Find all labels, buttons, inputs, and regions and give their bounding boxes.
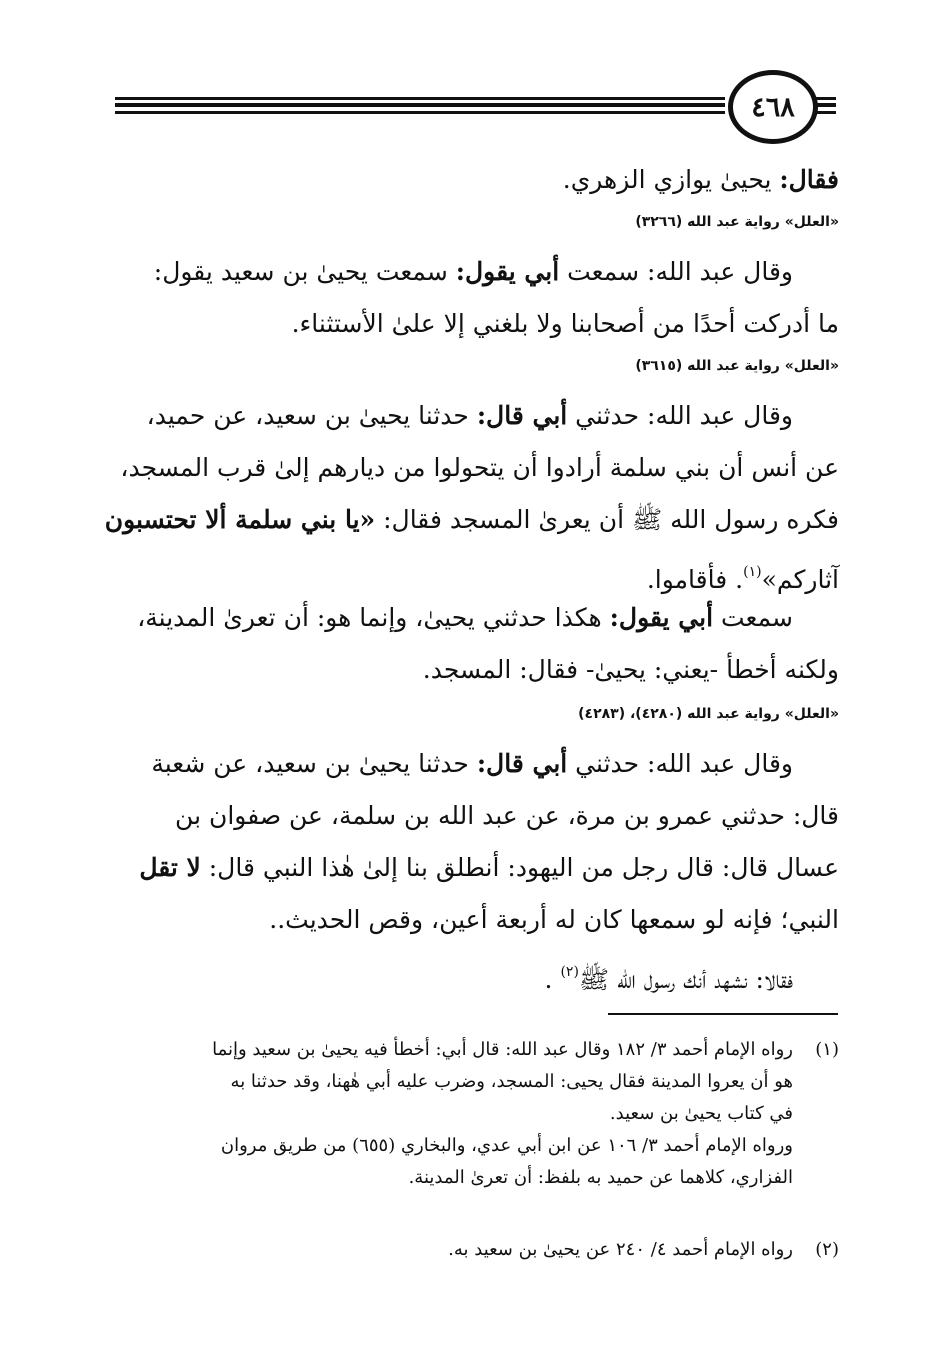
footnote-ref[interactable]: (١) [743, 564, 762, 580]
page-number: ٤٦٨ [728, 70, 818, 144]
header-rule [816, 111, 836, 114]
source-citation: «العلل» رواية عبد الله (٣٢٦٦) [635, 214, 839, 230]
header-rule [115, 97, 725, 100]
paragraph: سمعت أبي يقول: هكذا حدثني يحيىٰ، وإنما هو: أن تعرىٰ المدينة، ولكنه أخطأ -يعني: يحيىٰ- فقال: المسجد. [137, 603, 839, 684]
source-citation: «العلل» رواية عبد الله (٤٢٨٠)، (٤٢٨٣) [578, 706, 839, 722]
paragraph: فقال: يحيىٰ يوازي الزهري. [562, 165, 839, 194]
header-rule [115, 103, 725, 107]
header-rule [816, 97, 836, 100]
paragraph: وقال عبد الله: حدثني أبي قال: حدثنا يحيىٰ بن سعيد، عن حميد، عن أنس أن بني سلمة أرادوا أن يتحولوا من ديارهم إلىٰ قرب المسجد، فكره رسول الله ﷺ أن يعرىٰ المسجد فقال: «يا بني سلمة ألا تحتسبون آثاركم»$^{(١)}$. فأقاموا. [104, 401, 839, 594]
header-rule [816, 103, 836, 107]
footnote-separator [608, 1013, 838, 1015]
footnote-number: (٢) [815, 1239, 839, 1260]
footnote-number: (١) [815, 1039, 839, 1060]
footnote: (٢)رواه الإمام أحمد ٤/ ٢٤٠ عن يحيىٰ بن سعيد به. [112, 1234, 839, 1266]
source-citation: «العلل» رواية عبد الله (٣٦١٥) [635, 358, 839, 374]
footnote-ref[interactable]: (٢) [560, 964, 579, 980]
footnote: (١)رواه الإمام أحمد ٣/ ١٨٢ وقال عبد الله: قال أبي: أخطأ فيه يحيىٰ بن سعيد وإنما هو أن يعروا المدينة فقال يحيى: المسجد، وضرب عليه أبي هٰهنا، وقد حدثنا به في كتاب يحيىٰ بن سعيد. ورواه الإمام أحمد ٣/ ١٠٦ عن ابن أبي عدي، والبخاري (٦٥٥) من طريق مروان الفزاري، كلاهما عن حميد به بلفظ: أن تعرىٰ المدينة. [112, 1034, 839, 1194]
paragraph: وقال عبد الله: سمعت أبي يقول: سمعت يحيىٰ بن سعيد يقول: ما أدركت أحدًا من أصحابنا ولا بلغني إلا علىٰ الأستثناء. [153, 257, 839, 338]
paragraph: وقال عبد الله: حدثني أبي قال: حدثنا يحيىٰ بن سعيد، عن شعبة قال: حدثني عمرو بن مرة، عن عبد الله بن سلمة، عن صفوان بن عسال قال: قال رجل من اليهود: أنطلق بنا إلىٰ هٰذا النبي قال: لا تقل النبي؛ فإنه لو سمعها كان له أربعة أعين، وقص الحديث.. فقالا: نشهد أنك رسول الله ﷺ$^{(٢)}$ . [139, 749, 839, 994]
header-rule [115, 111, 725, 114]
